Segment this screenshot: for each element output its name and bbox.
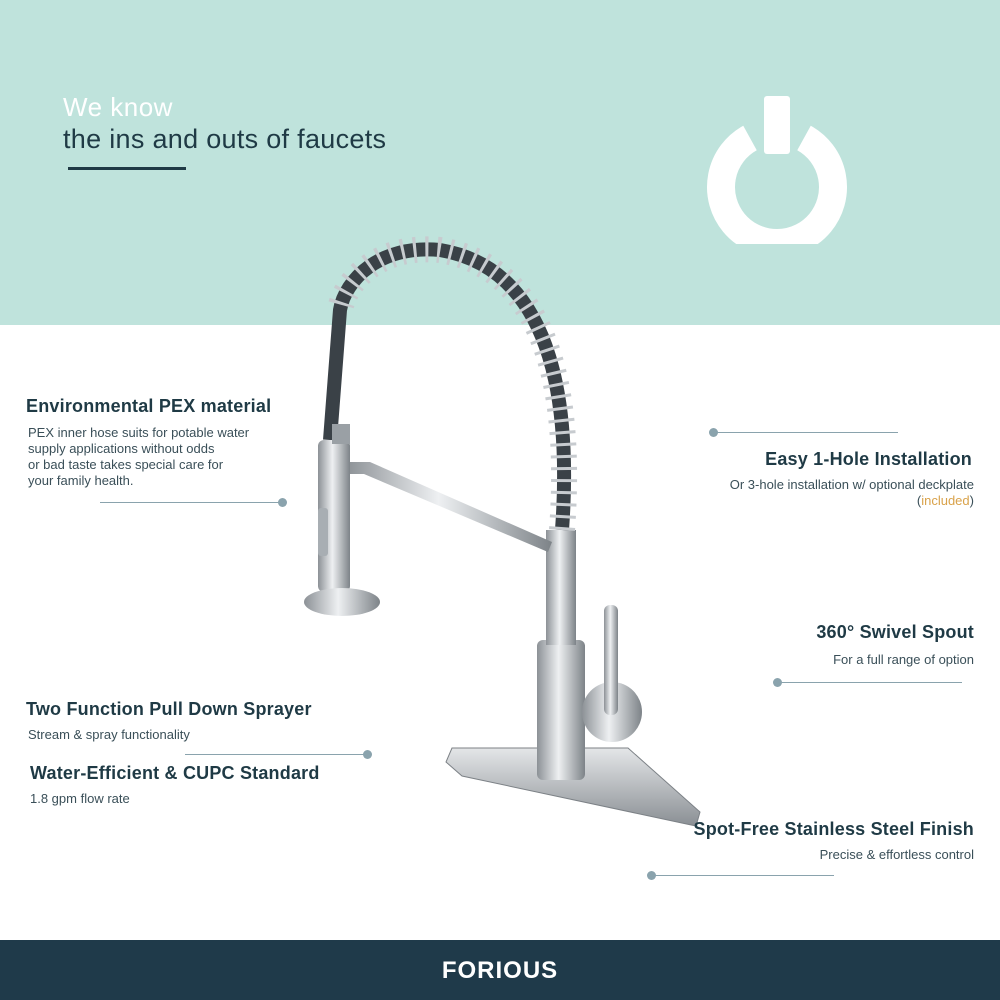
feature-finish-description: Precise & effortless control xyxy=(819,847,974,862)
feature-install-title: Easy 1-Hole Installation xyxy=(765,449,972,469)
feature-water-title: Water-Efficient & CUPC Standard xyxy=(30,763,320,783)
feature-pex-description xyxy=(28,425,298,489)
feature-finish-leader-line xyxy=(652,875,834,876)
feature-swivel-leader-line xyxy=(778,682,962,683)
feature-pex-leader-dot xyxy=(278,498,287,507)
feature-sprayer-description: Stream & spray functionality xyxy=(28,727,190,742)
hero-tagline-line2: the ins and outs of faucets xyxy=(63,124,387,154)
included-note: included xyxy=(921,493,970,508)
feature-install-description xyxy=(654,477,974,509)
feature-pex-line: your family health. xyxy=(28,473,134,488)
feature-water-description: 1.8 gpm flow rate xyxy=(30,791,130,806)
hero-underline xyxy=(68,167,186,170)
feature-pex-line: supply applications without odds xyxy=(28,441,215,456)
feature-swivel-description: For a full range of option xyxy=(833,652,974,667)
feature-pex-line: or bad taste takes special care for xyxy=(28,457,224,472)
feature-install-leader-line xyxy=(714,432,898,433)
feature-sprayer-leader-dot xyxy=(363,750,372,759)
hero-tagline-line1: We know xyxy=(63,92,173,122)
feature-pex-title: Environmental PEX material xyxy=(26,396,272,416)
paren-close: ) xyxy=(969,493,974,508)
feature-sprayer-title: Two Function Pull Down Sprayer xyxy=(26,699,312,719)
feature-swivel-title: 360° Swivel Spout xyxy=(816,622,974,642)
feature-sprayer-leader-line xyxy=(185,754,367,755)
faucet-product-image xyxy=(300,230,710,830)
brand-logo: FORIOUS xyxy=(441,957,559,984)
feature-pex-line: PEX inner hose suits for potable water xyxy=(28,425,250,440)
power-icon xyxy=(702,94,852,244)
feature-install-desc-line: Or 3-hole installation w/ optional deckplate xyxy=(729,477,974,492)
paren-open: ( xyxy=(916,493,922,508)
feature-install-included-line xyxy=(654,493,974,509)
feature-finish-title: Spot-Free Stainless Steel Finish xyxy=(693,819,974,839)
feature-pex-leader-line xyxy=(100,502,282,503)
